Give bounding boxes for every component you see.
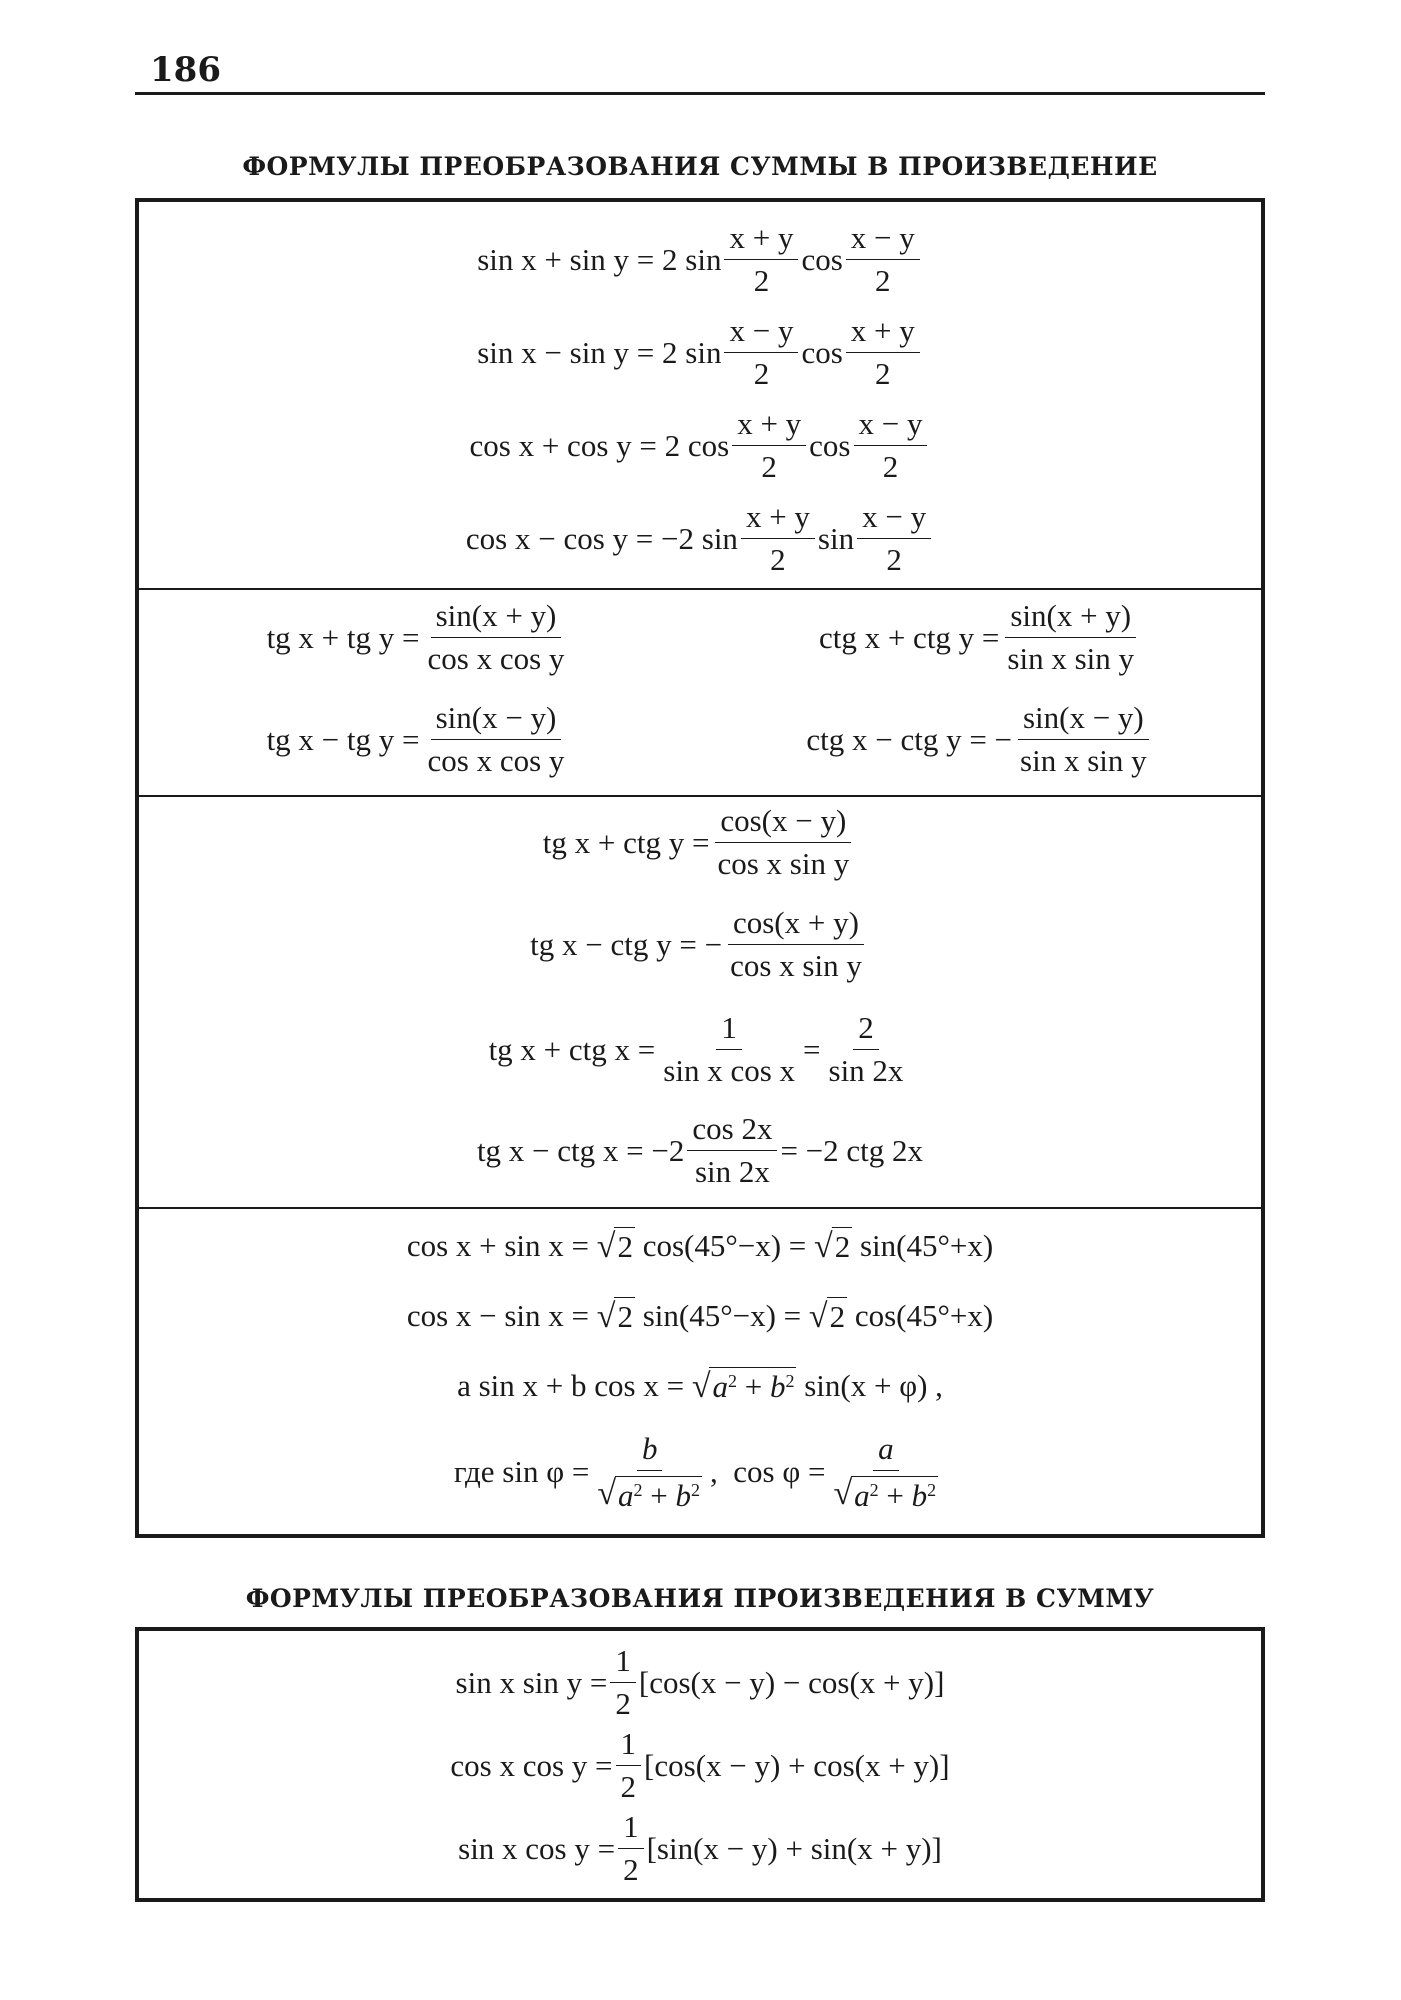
numerator [873,1431,899,1471]
fraction [724,313,798,391]
formula-row [139,1726,1261,1804]
formula [450,1726,949,1804]
formula-row [139,406,1261,484]
formula-lhs: ctg x − ctg y = − [806,721,1013,757]
formula-rhs: cos(45°+x) [854,1298,994,1334]
numerator: cos(x + y) [728,905,864,945]
basic-formulas-section [139,202,1261,588]
radical-sign-icon: √ [596,1228,616,1266]
formula-row [139,700,700,778]
fraction [592,1431,707,1513]
formula-row [139,1227,1261,1264]
denominator: 2 [882,448,899,484]
mixed-formulas-section [139,795,1261,1207]
formula-lhs: tg x + ctg x = [488,1031,656,1067]
formula-row [139,1431,1261,1513]
denominator: cos x cos y [427,742,565,778]
formula [819,598,1142,676]
formula-rhs: sin(x + φ) , [804,1368,943,1404]
formula [477,220,923,298]
formula [477,1111,923,1189]
sqrt [597,1297,635,1334]
radical-sign-icon: √ [596,1298,616,1336]
formula-lhs: cos x cos y = [450,1747,613,1783]
fraction [724,220,798,298]
radicand: 2 [832,1227,853,1264]
numerator: x + y [724,220,798,260]
formula [267,700,573,778]
page-number: 186 [150,50,221,90]
radical-sign-icon: √ [833,1474,853,1512]
exponent: 2 [927,1479,937,1500]
sqrt [809,1297,847,1334]
radicand [851,1476,938,1513]
formula [530,905,870,983]
formula-rhs: [cos(x − y) + cos(x + y)] [644,1747,950,1783]
numerator: sin(x − y) [431,700,562,740]
fraction [1015,700,1152,778]
formula-lhs: tg x − ctg x = −2 [476,1132,685,1168]
formula-lhs: sin x sin y = [455,1664,608,1700]
fraction [846,220,920,298]
formula-lhs: tg x − ctg y = − [530,926,723,962]
formula-row [139,598,700,676]
formula [489,1010,912,1088]
fraction [712,803,854,881]
numerator: x − y [846,220,920,260]
formula-row [139,313,1261,391]
formula [466,499,934,577]
formula-mid: sin [817,520,855,556]
exponent: 2 [727,1371,737,1391]
numerator: sin(x − y) [1018,700,1149,740]
fraction [687,1111,777,1189]
plus: + [744,1369,763,1404]
numerator: x − y [857,499,931,539]
tangent-formulas-section [139,588,1261,795]
plus: + [886,1477,904,1513]
numerator: 2 [853,1010,879,1050]
section-heading-product-to-sum: ФОРМУЛЫ ПРЕОБРАЗОВАНИЯ ПРОИЗВЕДЕНИЯ В СУММУ [245,1584,1155,1613]
formula [267,598,573,676]
formula-mid: cos(45°−x) = [642,1228,807,1264]
fraction [618,1809,644,1887]
denominator: 2 [770,541,786,577]
denominator: 2 [615,1685,631,1721]
radical-sign-icon: √ [814,1228,833,1266]
formula-lhs: ctg x + ctg y = [818,619,1000,655]
sqrt [597,1474,702,1513]
numerator: x + y [741,499,815,539]
var-a: a [878,1431,894,1466]
radicand [615,1476,702,1513]
denominator: sin 2x [694,1153,770,1189]
numerator: 1 [610,1643,636,1683]
denominator: sin x cos x [663,1052,796,1088]
formula [456,1643,945,1721]
formula-lhs: tg x + ctg y = [542,824,710,860]
formula-rhs: = −2 ctg 2x [780,1132,924,1168]
formula-row [700,598,1261,676]
numerator: 1 [716,1010,742,1050]
formula-lhs: sin x − sin y = 2 sin [477,334,722,370]
fraction [828,1431,943,1513]
fraction [741,499,815,577]
formula-mid: = [803,1031,821,1067]
radical-sign-icon: √ [808,1298,828,1336]
formula [407,1297,993,1334]
radicand: 2 [614,1297,635,1334]
fraction [846,313,920,391]
formula [407,1227,993,1264]
formula-row [139,1297,1261,1334]
radicand: 2 [614,1227,635,1264]
denominator: 2 [875,262,891,298]
formula-row [139,1643,1261,1721]
numerator: x − y [724,313,798,353]
formula-mid: sin(45°−x) = [642,1298,802,1334]
header-rule [135,92,1265,95]
var-b: b [641,1431,658,1466]
radicand [709,1367,796,1404]
formula-lhs: tg x − tg y = [266,721,420,757]
fraction [854,406,928,484]
formula [543,803,857,881]
radical-sign-icon: √ [597,1474,617,1512]
numerator [637,1431,663,1471]
var-a: a [854,1477,870,1513]
radical-sign-icon: √ [691,1368,711,1406]
var-b: b [769,1369,786,1404]
denominator: 2 [623,1851,639,1887]
sum-to-product-table [135,198,1265,1538]
denominator: cos x sin y [717,845,850,881]
sqrt [814,1227,852,1264]
numerator: x + y [732,406,806,446]
denominator: sin 2x [828,1052,904,1088]
radical-formulas-section [139,1207,1261,1534]
fraction [725,905,867,983]
sqrt [833,1474,938,1513]
formula-lhs: sin x cos y = [458,1830,616,1866]
formula [806,700,1154,778]
exponent: 2 [869,1479,879,1500]
fraction [732,406,806,484]
formula [454,1431,946,1513]
sqrt [597,1227,635,1264]
numerator: x + y [846,313,920,353]
formula-lhs: cos x + cos y = 2 cos [469,427,730,463]
formula-lhs: sin x + sin y = 2 sin [477,241,722,277]
formula-row [139,499,1261,577]
formula-row [139,220,1261,298]
denominator: 2 [875,355,891,391]
formula-row [139,1010,1261,1088]
numerator: cos(x − y) [715,803,851,843]
denominator: cos x cos y [427,640,565,676]
formula-lhs: tg x + tg y = [266,619,420,655]
numerator: sin(x + y) [431,598,562,638]
formula-row [139,905,1261,983]
section-heading-sum-to-product: ФОРМУЛЫ ПРЕОБРАЗОВАНИЯ СУММЫ В ПРОИЗВЕДЕНИЕ [242,152,1158,181]
denominator: 2 [753,262,770,298]
formula [458,1809,942,1887]
formula [457,1367,943,1404]
formula-lhs: cos x − sin x = [406,1298,590,1334]
formula-row [139,1809,1261,1887]
exponent: 2 [691,1479,701,1500]
numerator: x − y [854,406,928,446]
sqrt [692,1367,797,1404]
denominator [828,1471,943,1513]
formula-lhs: a sin x + b cos x = [457,1368,685,1404]
var-a: a [618,1477,634,1513]
formula-rhs: [cos(x − y) − cos(x + y)] [638,1664,945,1700]
fraction [616,1726,642,1804]
formula-rhs: sin(45°+x) [859,1228,994,1264]
formula-row [700,700,1261,778]
fraction [658,1010,800,1088]
formula-lhs: cos x + sin x = [406,1228,590,1264]
formula-rhs: [sin(x − y) + sin(x + y)] [646,1830,942,1866]
fraction [824,1010,909,1088]
denominator: 2 [761,448,777,484]
formula-mid: cos [809,427,851,463]
formula-lhs: cos x − cos y = −2 sin [465,520,738,556]
fraction [857,499,931,577]
formula-lhs: где sin φ = [453,1454,590,1490]
exponent: 2 [633,1479,643,1500]
formula [470,406,931,484]
fraction [423,598,570,676]
denominator: sin x sin y [1007,640,1135,676]
fraction [423,700,570,778]
numerator: cos 2x [687,1111,777,1151]
fraction [1002,598,1139,676]
denominator [592,1471,707,1513]
radicand: 2 [827,1297,848,1334]
denominator: 2 [886,541,902,577]
denominator: 2 [753,355,770,391]
formula-mid: cos [801,334,843,370]
var-a: a [712,1369,728,1404]
var-b: b [675,1477,692,1513]
formula-mid: cos [801,241,843,277]
numerator: 1 [616,1726,642,1766]
denominator: 2 [620,1768,637,1804]
exponent: 2 [785,1371,795,1391]
var-b: b [911,1477,928,1513]
formula-row [139,803,1261,881]
formula [477,313,923,391]
denominator: sin x sin y [1020,742,1147,778]
formula-mid: cos φ = [733,1454,826,1490]
product-to-sum-table [135,1627,1265,1902]
numerator: sin(x + y) [1005,598,1136,638]
formula-row [139,1367,1261,1404]
fraction [610,1643,636,1721]
denominator: cos x sin y [730,947,862,983]
formula-row [139,1111,1261,1189]
separator: , [710,1454,718,1490]
numerator: 1 [618,1809,644,1849]
plus: + [650,1477,668,1513]
